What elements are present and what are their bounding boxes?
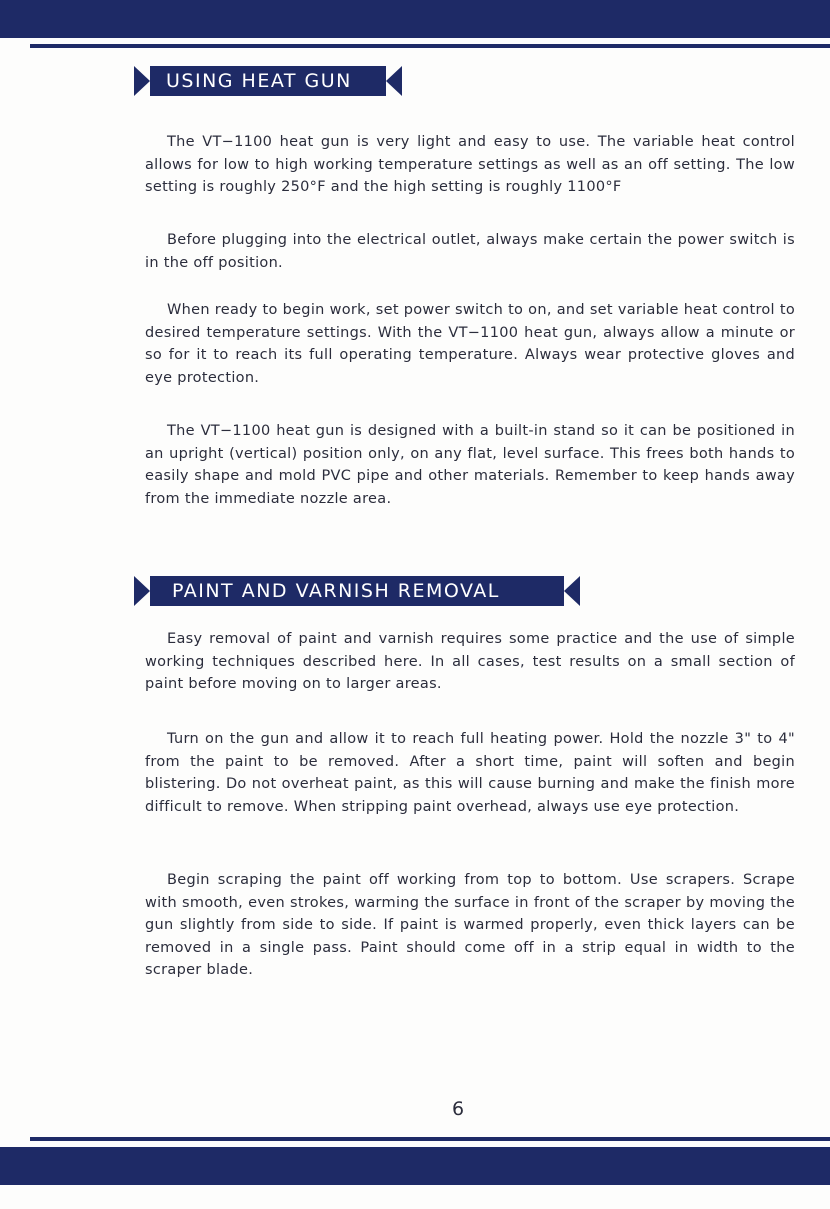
paragraph: Easy removal of paint and varnish requires some practice and the use of simple working techniques described here. In all cases, test results on a small section of paint before moving on to larger areas.: [145, 631, 795, 692]
section-heading-using-heat-gun: [150, 66, 386, 96]
bottom-border-band: [0, 1147, 830, 1185]
paragraph: The VT−1100 heat gun is designed with a built-in stand so it can be positioned in an upright (vertical) position only, on any flat, level surface. This frees both hands to easily shape and mold PVC pipe and other materials. Remember to keep hands away from the immediate nozzle area.: [145, 423, 795, 507]
paragraph: Turn on the gun and allow it to reach full heating power. Hold the nozzle 3" to 4" from the paint to be removed. After a short time, paint will soften and begin blistering. Do not overheat paint, as this will cause burning and make the finish more difficult to remove. When stripping paint overhead, always use eye protection.: [145, 731, 795, 815]
section-heading-paint-and-varnish-removal: [150, 576, 564, 606]
paragraph: The VT−1100 heat gun is very light and easy to use. The variable heat control allows for low to high working temperature settings as well as an off setting. The low setting is roughly 250°F and the high setting is roughly 1100°F: [145, 134, 795, 195]
heading-arrow-left: [134, 66, 150, 96]
heading-notch-right: [386, 66, 402, 96]
heading-arrow-left: [134, 576, 150, 606]
top-rule: [30, 44, 830, 48]
paragraph: Before plugging into the electrical outlet, always make certain the power switch is in the off position.: [145, 232, 795, 271]
paragraph: When ready to begin work, set power switch to on, and set variable heat control to desired temperature settings. With the VT−1100 heat gun, always allow a minute or so for it to reach its full operating temperature. Always wear protective gloves and eye protection.: [145, 302, 795, 386]
bottom-margin: [0, 1185, 830, 1209]
bottom-rule: [30, 1137, 830, 1141]
page-number: 6: [452, 1098, 465, 1120]
paragraph: Begin scraping the paint off working from top to bottom. Use scrapers. Scrape with smooth, even strokes, warming the surface in front of the scraper by moving the gun slightly from side to side. If paint is warmed properly, even thick layers can be removed in a single pass. Paint should come off in a strip equal in width to the scraper blade.: [145, 872, 795, 978]
section-heading-text: USING HEAT GUN: [166, 70, 352, 92]
top-border-band: [0, 0, 830, 38]
section-heading-text: PAINT AND VARNISH REMOVAL: [172, 580, 500, 602]
heading-notch-right: [564, 576, 580, 606]
